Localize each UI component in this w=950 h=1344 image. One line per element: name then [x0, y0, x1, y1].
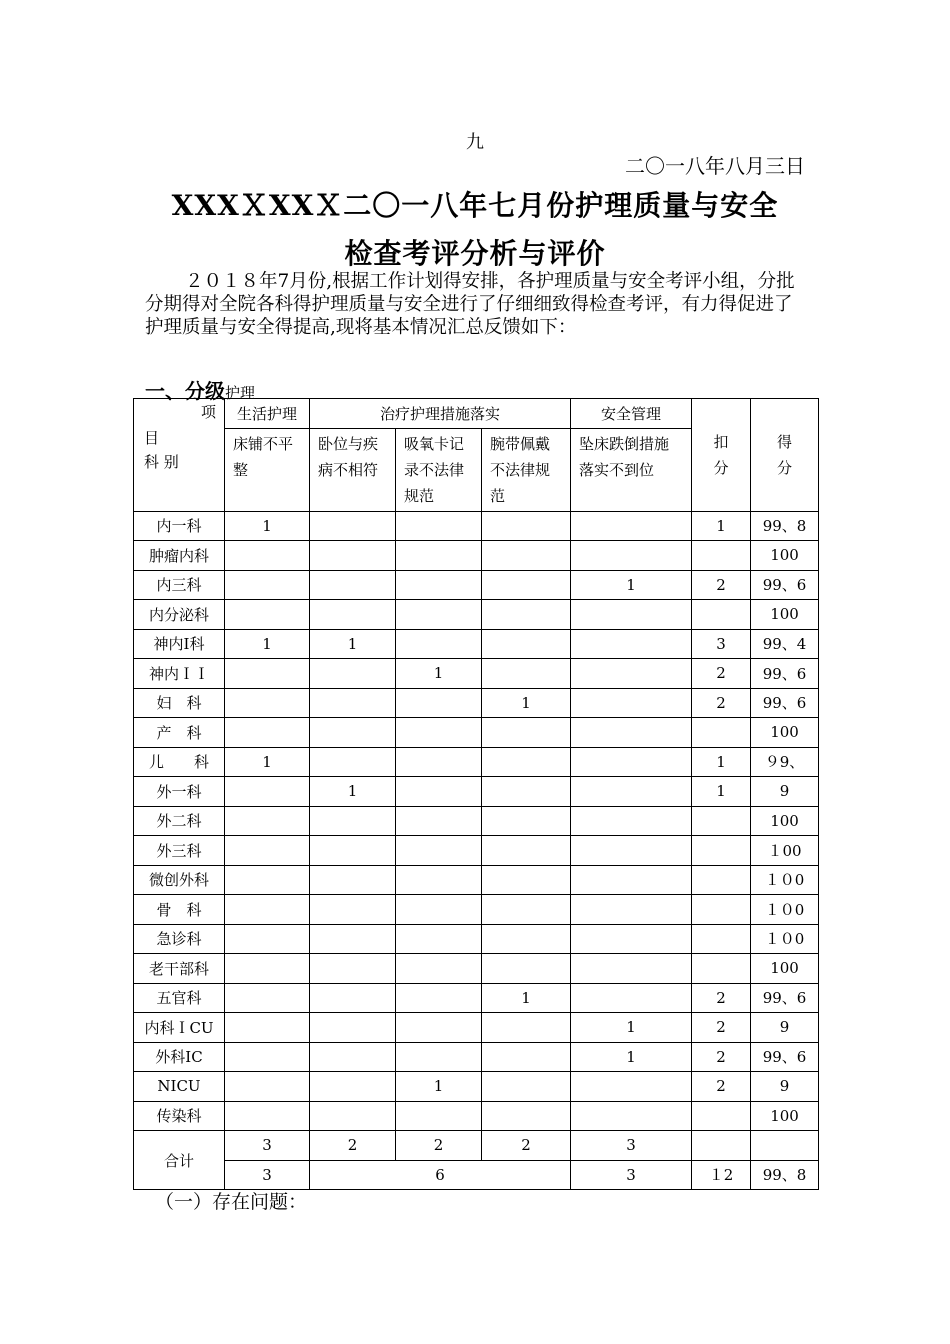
table-cell: [482, 659, 571, 689]
table-row: [134, 954, 819, 984]
table-cell: [571, 718, 692, 748]
department-cell: 内三科: [134, 570, 225, 600]
table-cell: [396, 1013, 482, 1043]
department-cell: 儿 科: [134, 747, 225, 777]
table-cell: [310, 688, 396, 718]
department-cell: 神内Ⅰ科: [134, 629, 225, 659]
total-cell: 2: [396, 1131, 482, 1161]
table-cell: [482, 629, 571, 659]
table-cell: [482, 511, 571, 541]
corner-bottom-label: 科 别: [144, 453, 179, 471]
table-cell: [310, 983, 396, 1013]
table-row: [134, 600, 819, 630]
document-date: 二〇一八年八月三日: [625, 154, 805, 178]
table-cell: 99、6: [751, 983, 819, 1013]
corner-mid-label: 目: [144, 429, 160, 447]
table-cell: [571, 924, 692, 954]
section-heading-text: 一、分级: [145, 379, 225, 403]
department-cell: 妇 科: [134, 688, 225, 718]
table-cell: 1: [692, 777, 751, 807]
table-cell: [692, 924, 751, 954]
table-cell: 2: [692, 570, 751, 600]
total-cell: 6: [310, 1160, 571, 1190]
table-cell: [571, 1101, 692, 1131]
table-cell: [571, 806, 692, 836]
table-cell: 100: [751, 600, 819, 630]
table-row: [134, 570, 819, 600]
corner-top-label: 项: [200, 403, 216, 421]
subsection-heading: （一）存在问题：: [155, 1191, 308, 1213]
subheader: 卧位与疾病不相符: [310, 428, 396, 511]
table-row: [134, 1072, 819, 1102]
table-cell: 1: [310, 629, 396, 659]
table-cell: [310, 865, 396, 895]
table-cell: 2: [692, 688, 751, 718]
table-cell: 2: [692, 1042, 751, 1072]
table-cell: [310, 1072, 396, 1102]
department-cell: 外科IC: [134, 1042, 225, 1072]
table-cell: 1: [225, 629, 310, 659]
table-cell: [396, 570, 482, 600]
table-row: [134, 836, 819, 866]
table-cell: 1: [225, 747, 310, 777]
table-cell: 1: [396, 1072, 482, 1102]
table-cell: [692, 600, 751, 630]
document-title-line1: XXXＸXXＸ二〇一八年七月份护理质量与安全: [171, 189, 779, 222]
table-cell: [396, 777, 482, 807]
total-cell: 3: [571, 1131, 692, 1161]
table-cell: [482, 1013, 571, 1043]
table-cell: ９9、: [751, 747, 819, 777]
table-cell: [225, 836, 310, 866]
table-cell: [692, 895, 751, 925]
table-cell: [482, 1042, 571, 1072]
table-cell: 100: [751, 954, 819, 984]
department-cell: NICU: [134, 1072, 225, 1102]
table-cell: [396, 629, 482, 659]
table-cell: [482, 570, 571, 600]
total-cell: 3: [571, 1160, 692, 1190]
total-cell: 2: [482, 1131, 571, 1161]
total-cell: 3: [225, 1160, 310, 1190]
nursing-quality-table: [133, 398, 819, 1190]
table-cell: [692, 806, 751, 836]
table-cell: [225, 541, 310, 571]
table-cell: [396, 924, 482, 954]
table-cell: [396, 1101, 482, 1131]
table-cell: [482, 954, 571, 984]
table-cell: [310, 541, 396, 571]
table-cell: [310, 806, 396, 836]
table-row: [134, 688, 819, 718]
table-row: [134, 718, 819, 748]
table-cell: 1: [396, 659, 482, 689]
table-cell: 1: [225, 511, 310, 541]
table-cell: [482, 1072, 571, 1102]
table-cell: [225, 718, 310, 748]
table-row: [134, 629, 819, 659]
subheader: 腕带佩戴不法律规范: [482, 428, 571, 511]
table-cell: 1: [571, 1013, 692, 1043]
table-cell: 99、6: [751, 570, 819, 600]
table-cell: 100: [751, 806, 819, 836]
table-cell: [482, 895, 571, 925]
group-header: 治疗护理措施落实: [310, 399, 571, 429]
table-cell: [571, 865, 692, 895]
table-cell: [225, 600, 310, 630]
table-cell: [396, 541, 482, 571]
table-cell: [482, 806, 571, 836]
table-cell: [482, 1101, 571, 1131]
document-title-line2: 检查考评分析与评价: [344, 237, 606, 270]
table-cell: [225, 895, 310, 925]
department-cell: 内一科: [134, 511, 225, 541]
table-cell: １０0: [751, 865, 819, 895]
table-row: [134, 806, 819, 836]
table-row: [134, 983, 819, 1013]
subheader: 床铺不平整: [225, 428, 310, 511]
total-cell: [692, 1131, 751, 1161]
table-row: [134, 511, 819, 541]
table-cell: [571, 954, 692, 984]
table-cell: [571, 1072, 692, 1102]
table-cell: [225, 806, 310, 836]
table-cell: [692, 865, 751, 895]
table-cell: [310, 570, 396, 600]
department-cell: 急诊科: [134, 924, 225, 954]
table-cell: 1: [692, 511, 751, 541]
table-row: [134, 1101, 819, 1131]
table-cell: [310, 1101, 396, 1131]
table-cell: [396, 806, 482, 836]
total-deduct-cell: １2: [692, 1160, 751, 1190]
table-row: [134, 895, 819, 925]
table-cell: 100: [751, 1101, 819, 1131]
table-cell: 100: [751, 718, 819, 748]
table-cell: 9: [751, 1072, 819, 1102]
department-cell: 传染科: [134, 1101, 225, 1131]
table-cell: 2: [692, 1072, 751, 1102]
corner-header-cell: [134, 399, 225, 512]
table-cell: [310, 836, 396, 866]
table-cell: [310, 1042, 396, 1072]
table-cell: [396, 511, 482, 541]
table-row: [134, 865, 819, 895]
table-cell: 1: [482, 688, 571, 718]
department-cell: 微创外科: [134, 865, 225, 895]
total-cell: 2: [310, 1131, 396, 1161]
table-cell: [310, 600, 396, 630]
table-cell: [482, 836, 571, 866]
table-row: [134, 1042, 819, 1072]
table-cell: [310, 718, 396, 748]
table-cell: 9: [751, 1013, 819, 1043]
total-label: 合计: [134, 1131, 225, 1190]
table-row: [134, 924, 819, 954]
table-cell: [225, 1042, 310, 1072]
department-cell: 神内ＩＩ: [134, 659, 225, 689]
table-cell: 1: [482, 983, 571, 1013]
total-cell: [751, 1131, 819, 1161]
table-cell: 99、6: [751, 688, 819, 718]
department-cell: 产 科: [134, 718, 225, 748]
table-cell: 1: [571, 570, 692, 600]
table-cell: [396, 1042, 482, 1072]
department-cell: 老干部科: [134, 954, 225, 984]
table-cell: [310, 511, 396, 541]
table-cell: １０0: [751, 924, 819, 954]
table-cell: [571, 688, 692, 718]
deduct-header: 扣 分: [692, 399, 751, 512]
table-row: [134, 659, 819, 689]
table-cell: [482, 747, 571, 777]
table-cell: [482, 924, 571, 954]
table-cell: [225, 1013, 310, 1043]
table-cell: 1: [571, 1042, 692, 1072]
score-header: 得 分: [751, 399, 819, 512]
table-cell: 9: [751, 777, 819, 807]
table-cell: [482, 777, 571, 807]
table-row: [134, 747, 819, 777]
total-score-cell: 99、8: [751, 1160, 819, 1190]
department-cell: 内科ＩCU: [134, 1013, 225, 1043]
table-cell: [225, 954, 310, 984]
table-cell: [571, 629, 692, 659]
table-cell: [225, 1072, 310, 1102]
table-cell: [396, 600, 482, 630]
table-cell: [396, 836, 482, 866]
table-cell: [310, 659, 396, 689]
total-cell: 3: [225, 1131, 310, 1161]
table-cell: [225, 570, 310, 600]
subheader: 吸氧卡记录不法律规范: [396, 428, 482, 511]
section-heading-suffix: 护理: [225, 384, 256, 402]
table-cell: [225, 865, 310, 895]
table-cell: [396, 747, 482, 777]
table-cell: [396, 954, 482, 984]
table-cell: [692, 836, 751, 866]
table-cell: [310, 895, 396, 925]
table-cell: [571, 541, 692, 571]
department-cell: 外三科: [134, 836, 225, 866]
table-cell: 99、6: [751, 1042, 819, 1072]
table-cell: 3: [692, 629, 751, 659]
table-cell: [225, 1101, 310, 1131]
table-row: [134, 777, 819, 807]
table-cell: 1: [310, 777, 396, 807]
table-cell: 99、8: [751, 511, 819, 541]
table-cell: １00: [751, 836, 819, 866]
table-cell: [396, 865, 482, 895]
table-cell: [692, 718, 751, 748]
table-cell: [571, 777, 692, 807]
table-cell: 2: [692, 983, 751, 1013]
table-cell: [482, 718, 571, 748]
intro-paragraph: ２０１８年7月份,根据工作计划得安排，各护理质量与安全考评小组，分批分期得对全院各科得护理质量与安全进行了仔细细致得检查考评，有力得促进了护理质量与安全得提高,现将基本情况汇总反馈如下：: [145, 271, 795, 338]
table-cell: [396, 983, 482, 1013]
department-cell: 外一科: [134, 777, 225, 807]
table-cell: [225, 983, 310, 1013]
table-cell: [571, 747, 692, 777]
table-cell: 99、6: [751, 659, 819, 689]
department-cell: 外二科: [134, 806, 225, 836]
group-header: 生活护理: [225, 399, 310, 429]
table-cell: [692, 954, 751, 984]
table-cell: [310, 954, 396, 984]
group-header: 安全管理: [571, 399, 692, 429]
table-cell: [571, 600, 692, 630]
table-cell: [482, 865, 571, 895]
table-cell: [225, 924, 310, 954]
table-cell: [692, 1101, 751, 1131]
table-cell: [310, 924, 396, 954]
table-cell: [482, 600, 571, 630]
table-cell: [692, 541, 751, 571]
table-row: [134, 1013, 819, 1043]
table-row: [134, 541, 819, 571]
table-cell: 99、4: [751, 629, 819, 659]
table-cell: [571, 659, 692, 689]
table-cell: [225, 777, 310, 807]
table-cell: [310, 747, 396, 777]
table-cell: [225, 659, 310, 689]
subheader: 坠床跌倒措施落实不到位: [571, 428, 692, 511]
table-cell: [396, 895, 482, 925]
table-cell: [571, 511, 692, 541]
table-cell: 1: [692, 747, 751, 777]
table-cell: [396, 718, 482, 748]
table-cell: 2: [692, 659, 751, 689]
table-cell: 100: [751, 541, 819, 571]
table-cell: １０0: [751, 895, 819, 925]
table-cell: [571, 836, 692, 866]
table-cell: [225, 688, 310, 718]
department-cell: 骨 科: [134, 895, 225, 925]
table-cell: [571, 983, 692, 1013]
table-cell: 2: [692, 1013, 751, 1043]
table-cell: [571, 895, 692, 925]
table-cell: [396, 688, 482, 718]
table-cell: [310, 1013, 396, 1043]
department-cell: 内分泌科: [134, 600, 225, 630]
department-cell: 肿瘤内科: [134, 541, 225, 571]
table-cell: [482, 541, 571, 571]
page-number: 九: [466, 132, 484, 153]
department-cell: 五官科: [134, 983, 225, 1013]
